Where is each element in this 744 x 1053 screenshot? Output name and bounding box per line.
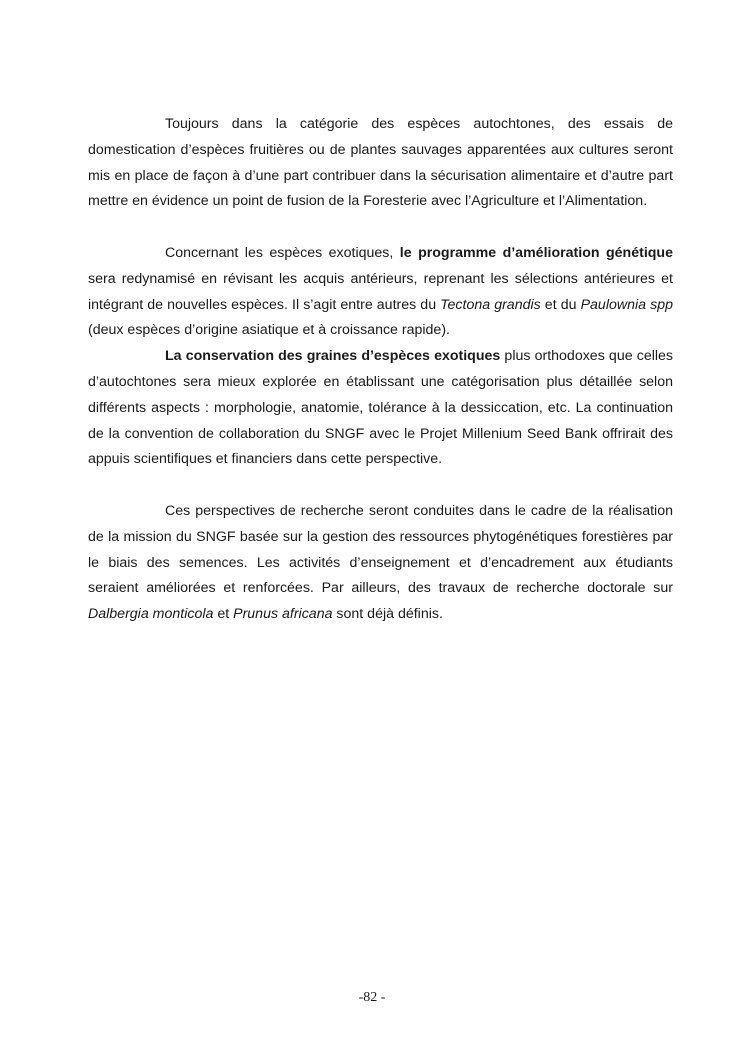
paragraph-text: sont déjà définis.: [332, 606, 443, 623]
paragraph-seed-conservation: [88, 344, 673, 473]
paragraph-gap: [88, 473, 673, 499]
species-name-paulownia: Paulownia spp: [580, 296, 673, 313]
paragraph-text: sera redynamisé en révisant les acquis antérieurs, reprenant les sélections antérieures et intégrant de nouvelles espèces. Il s’agit entre autres du: [88, 270, 673, 313]
paragraph-text: et: [213, 606, 234, 623]
page-number: -82 -: [358, 990, 386, 1005]
bold-phrase-genetic-improvement: le programme d’amélioration génétique: [399, 244, 673, 261]
paragraph-text: Ces perspectives de recherche seront conduites dans le cadre de la réalisation de la mission du SNGF basée sur la gestion des ressources phytogénétiques forestières par le biais des semences. Les activités d’enseignement et d’encadrement aux étudiants seraient améliorées et renforcées. Par ailleurs, des travaux de recherche doctorale sur: [88, 502, 673, 597]
paragraph-text: Concernant les espèces exotiques,: [165, 244, 400, 261]
paragraph-research-perspectives: [88, 499, 673, 628]
species-name-tectona: Tectona grandis: [440, 296, 541, 313]
paragraph-autochthonous-species: [88, 112, 673, 215]
paragraph-text: (deux espèces d’origine asiatique et à croissance rapide).: [88, 322, 450, 339]
paragraph-gap: [88, 215, 673, 241]
bold-phrase-seed-conservation: La conservation des graines d’espèces exotiques: [165, 348, 501, 365]
paragraph-text: plus orthodoxes que celles d’autochtones sera mieux explorée en établissant une catégorisation plus détaillée selon différents aspects : morphologie, anatomie, tolérance à la dessiccation, etc. La continuation de la convention de collaboration du SNGF avec le Projet Millenium Seed Bank offrirait des appuis scientifiques et financiers dans cette perspective.: [88, 348, 674, 468]
paragraph-exotic-species: [88, 241, 673, 344]
paragraph-text: et du: [540, 296, 581, 313]
species-name-dalbergia: Dalbergia monticola: [88, 606, 214, 623]
species-name-prunus: Prunus africana: [233, 606, 333, 623]
paragraph-text: Toujours dans la catégorie des espèces autochtones, des essais de domestication d’espèces fruitières ou de plantes sauvages apparentées aux cultures seront mis en place de façon à d’une part contribuer dans la sécurisation alimentaire et d’autre part mettre en évidence un point de fusion de la Foresterie avec l’Agriculture et l’Alimentation.: [88, 116, 673, 210]
page-body: [88, 112, 673, 628]
